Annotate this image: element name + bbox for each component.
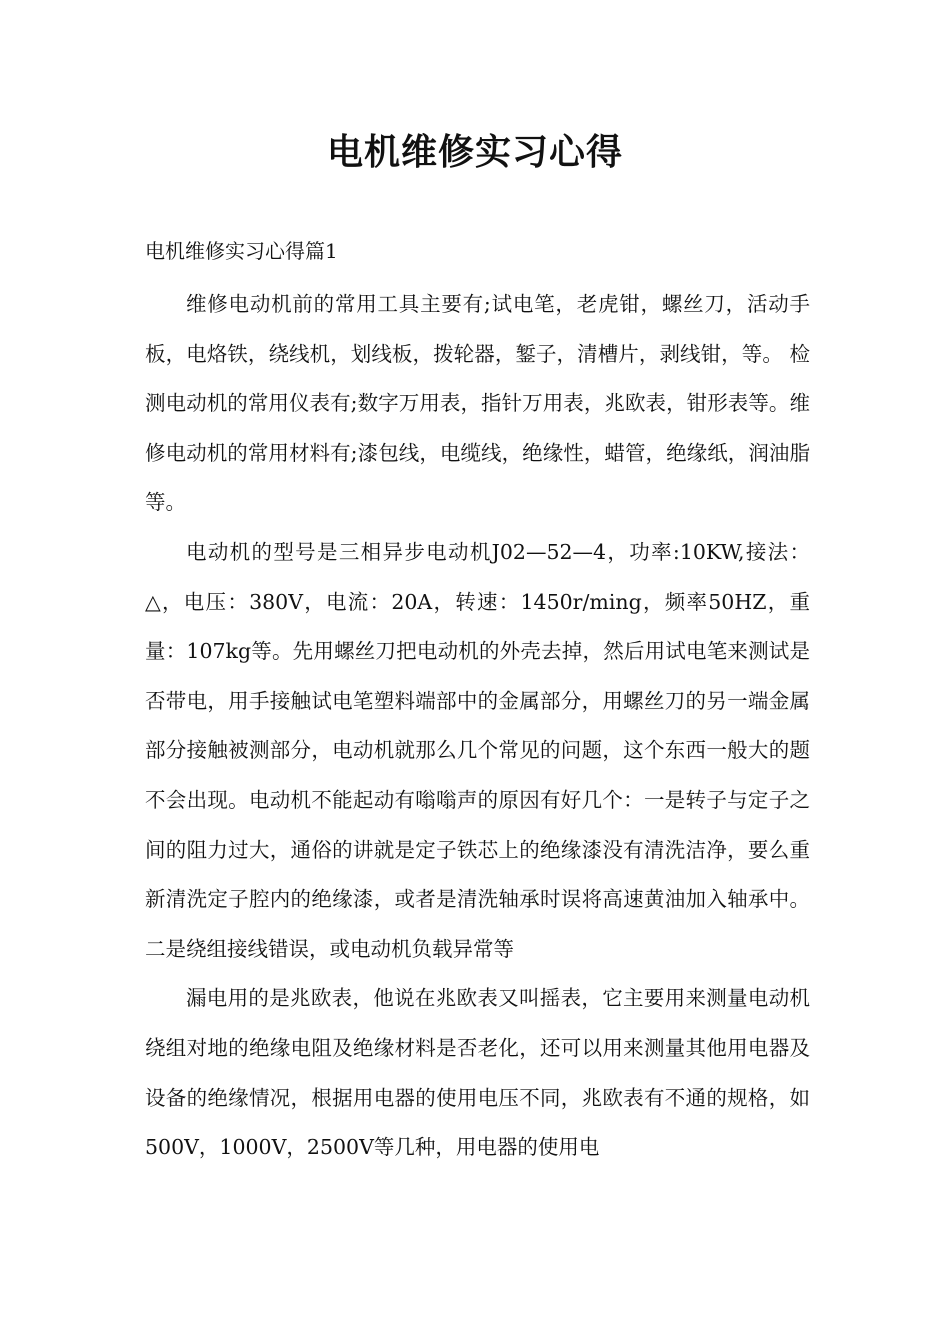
section-heading: 电机维修实习心得篇1 xyxy=(145,239,338,263)
document-title: 电机维修实习心得 xyxy=(326,132,623,173)
paragraph-motor-specs: 电动机的型号是三相异步电动机J02—52—4，功率:10KW,接法：△，电压：380V，电流：20A，转速：1450r/ming，频率50HZ，重量：107kg等。先用螺丝刀把电动机的外壳去掉，然后用试电笔来测试是否带电，用手接触试电笔塑料端部中的金属部分，用螺丝刀的另一端金属部分接触被测部分，电动机就那么几个常见的问题，这个东西一般大的题不会出现。电动机不能起动有嗡嗡声的原因有好几个：一是转子与定子之间的阻力过大，通俗的讲就是定子铁芯上的绝缘漆没有清洗洁净，要么重新清洗定子腔内的绝缘漆，或者是清洗轴承时误将高速黄油加入轴承中。二是绕组接线错误，或电动机负载异常等 xyxy=(145,539,810,961)
paragraph-megohmmeter: 漏电用的是兆欧表，他说在兆欧表又叫摇表，它主要用来测量电动机绕组对地的绝缘电阻及绝缘材料是否老化，还可以用来测量其他用电器及设备的绝缘情况，根据用电器的使用电压不同，兆欧表有不通的规格，如500V，1000V，2500V等几种，用电器的使用电 xyxy=(145,986,810,1160)
paragraph-tools: 维修电动机前的常用工具主要有;试电笔，老虎钳，螺丝刀，活动手板，电烙铁，绕线机，划线板，拨轮器，錾子，清槽片，剥线钳，等。 检测电动机的常用仪表有;数字万用表，指针万用表，兆欧表，钳形表等。维修电动机的常用材料有;漆包线，电缆线，绝缘性，蜡管，绝缘纸，润油脂等。 xyxy=(145,292,810,515)
document-body xyxy=(145,280,810,1173)
